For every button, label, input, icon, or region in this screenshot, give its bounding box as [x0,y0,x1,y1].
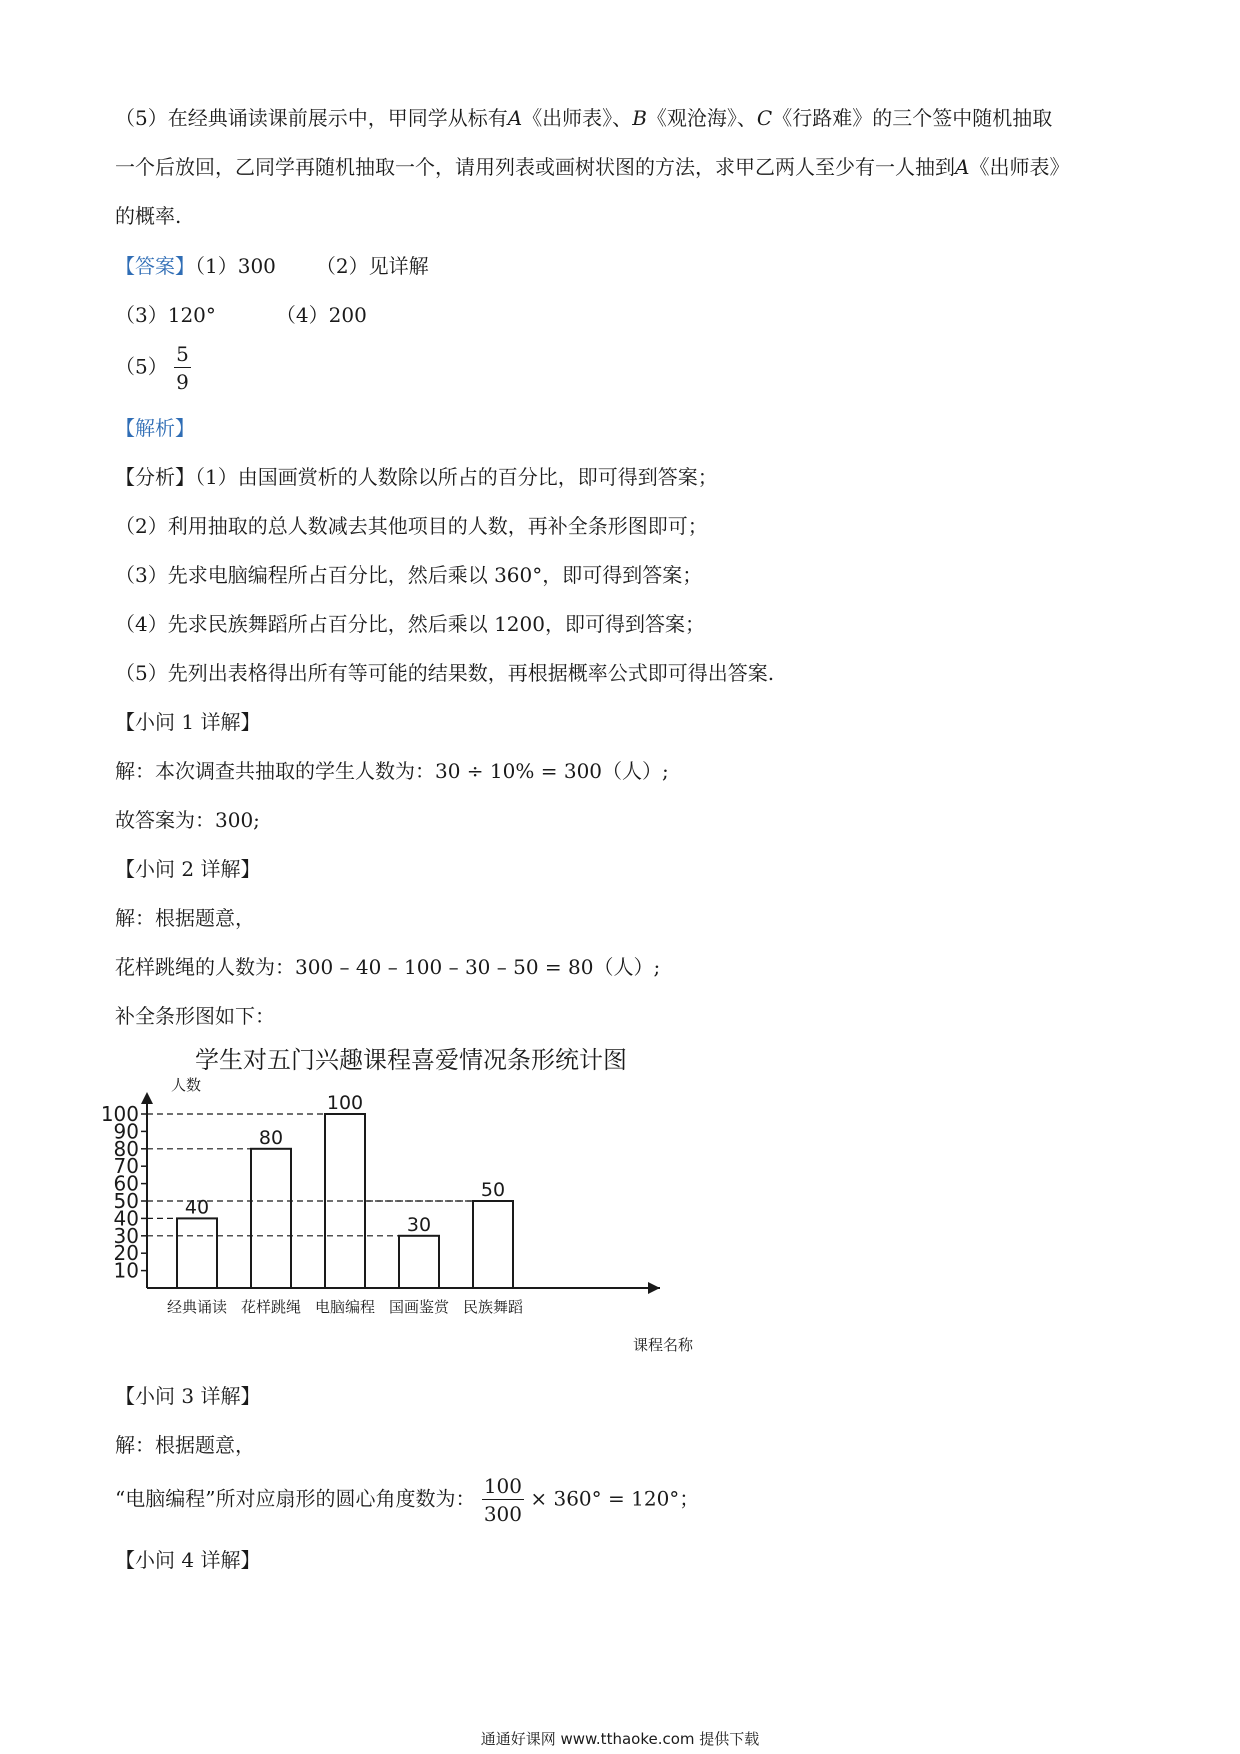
answer-line-1 [115,252,429,280]
chart-x-axis-label: 课程名称 [633,1336,694,1354]
y-tick-label: 10 [113,1258,139,1283]
answer-1: （1）300 [195,254,276,278]
q5-text-a: （5）在经典诵读课前展示中，甲同学从标有 [115,106,508,130]
q5-letter-a: A [507,106,523,130]
x-axis-arrow [648,1282,660,1294]
category-label: 国画鉴赏 [388,1298,450,1316]
answer-2: （2）见详解 [315,254,429,278]
fraction-numerator: 5 [176,342,189,366]
bar [177,1218,217,1288]
y-tick-label: 50 [113,1189,139,1213]
analysis-line: （4）先求民族舞蹈所占百分比，然后乘以 1200，即可得到答案； [115,612,705,636]
y-tick-label: 20 [113,1241,139,1266]
chart-y-axis-label: 人数 [171,1076,202,1094]
y-tick-label: 100 [100,1102,139,1126]
category-label: 经典诵读 [166,1298,228,1316]
part-2-heading: 【小问 2 详解】 [115,857,261,881]
bar-value-label: 30 [406,1213,432,1236]
bar-value-label: 100 [326,1092,364,1114]
bar [251,1149,291,1288]
q5-text-b: 《出师表》、 [522,106,633,130]
answer-line-2 [115,301,367,329]
answer-5-fraction [174,344,191,392]
bar [473,1201,513,1288]
bar-chart [100,1040,725,1360]
y-axis-arrow [141,1092,153,1104]
part-2-calculation: 花样跳绳的人数为：300 – 40 – 100 – 30 – 50 = 80（人）; [115,955,661,979]
chart-title: 学生对五门兴趣课程喜爱情况条形统计图 [195,1046,627,1074]
q5-text-e: 一个后放回，乙同学再随机抽取一个，请用列表或画树状图的方法，求甲乙两人至少有一人抽到 [115,155,955,179]
y-tick-label: 80 [113,1136,139,1161]
part-3-fraction [482,1476,524,1524]
y-tick-label: 30 [113,1223,139,1248]
question-5-line-1 [115,104,1052,132]
question-5-line-2 [115,153,1069,181]
analysis-line: （2）利用抽取的总人数减去其他项目的人数，再补全条形图即可； [115,514,708,538]
answer-3: （3）120° [115,303,216,327]
bar-value-label: 80 [258,1126,284,1149]
answer-4: （4）200 [275,303,367,327]
part-3-calc-prefix: “电脑编程”所对应扇形的圆心角度数为： [115,1486,476,1511]
q5-letter-a2: A [955,155,970,179]
q5-letter-b: B [632,106,647,130]
bar-value-label: 40 [184,1196,210,1219]
q5-text-d: 《行路难》的三个签中随机抽取 [772,106,1053,130]
answer-tag: 【答案】 [115,254,195,278]
bar-value-label: 50 [480,1179,506,1201]
answer-5-prefix: （5） [115,354,168,379]
q5-text-c: 《观沧海》、 [646,106,757,130]
analysis-tag: 【解析】 [115,416,195,440]
part-3-solution: 解：根据题意， [115,1433,255,1457]
chart-plot-area [101,1092,660,1316]
part-1-answer: 故答案为：300; [115,808,260,832]
part-2-note: 补全条形图如下： [115,1004,275,1028]
part-3-heading: 【小问 3 详解】 [115,1384,261,1408]
analysis-line: （5）先列出表格得出所有等可能的结果数，再根据概率公式即可得出答案. [115,661,775,685]
fraction-numerator: 100 [483,1474,522,1498]
y-tick-label: 90 [113,1119,139,1144]
page-footer: 通通好课网 www.tthaoke.com 提供下载 [480,1730,760,1748]
y-tick-label: 70 [113,1154,139,1179]
category-label: 民族舞蹈 [462,1298,524,1316]
part-4-heading: 【小问 4 详解】 [115,1548,261,1572]
y-tick-label: 60 [113,1171,139,1196]
bar [399,1236,439,1288]
part-1-heading: 【小问 1 详解】 [115,710,261,734]
question-5-line-3: 的概率. [115,204,182,228]
part-3-calculation [115,1476,699,1524]
q5-letter-c: C [756,106,773,130]
y-tick-label: 40 [113,1206,139,1231]
fraction-denominator: 300 [483,1502,522,1526]
answer-line-3 [115,344,191,392]
analysis-line: 【分析】（1）由国画赏析的人数除以所占的百分比，即可得到答案； [115,465,718,489]
analysis-line: （3）先求电脑编程所占百分比，然后乘以 360°，即可得到答案； [115,563,703,587]
category-label: 电脑编程 [314,1298,376,1316]
part-2-solution: 解：根据题意， [115,906,255,930]
part-3-calc-suffix: × 360° = 120°； [530,1486,700,1511]
q5-text-f: 《出师表》 [969,155,1070,179]
category-label: 花样跳绳 [240,1298,302,1316]
part-1-solution: 解：本次调查共抽取的学生人数为：30 ÷ 10% = 300（人）; [115,759,669,783]
fraction-denominator: 9 [176,370,189,394]
